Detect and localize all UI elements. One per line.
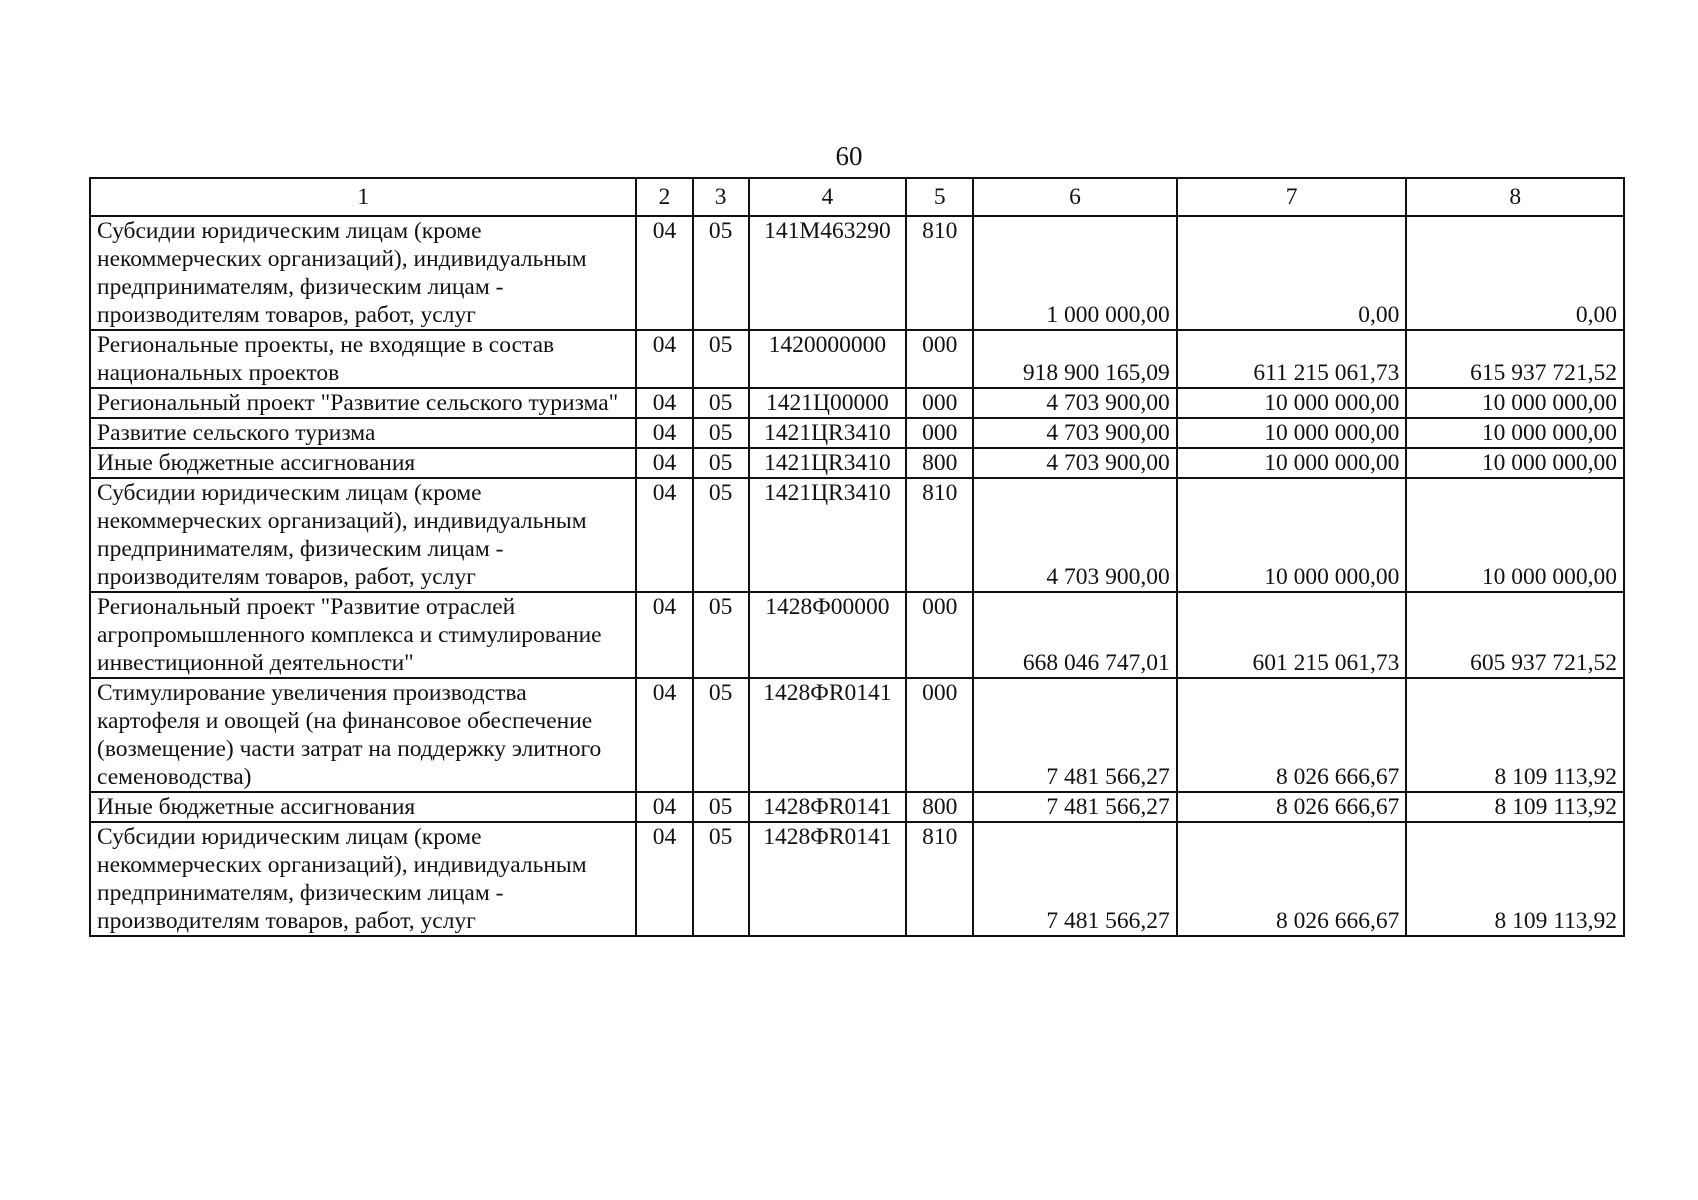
row-name-cell: Региональный проект "Развитие отраслей агропромышленного комплекса и стимулирование инвестиционной деятельности" — [90, 592, 636, 678]
row-code-4-cell: 1420000000 — [749, 330, 906, 388]
row-code-3-cell: 05 — [693, 792, 749, 822]
row-code-4-cell: 141M463290 — [749, 216, 906, 330]
row-code-5-cell: 000 — [906, 418, 973, 448]
row-value-6-cell: 7 481 566,27 — [973, 792, 1177, 822]
row-value-8-cell: 10 000 000,00 — [1406, 478, 1624, 592]
row-name-cell: Субсидии юридическим лицам (кроме некоммерческих организаций), индивидуальным предпринимателям, физическим лицам - производителям товаров, работ, услуг — [90, 822, 636, 936]
row-value-8-cell: 605 937 721,52 — [1406, 592, 1624, 678]
column-header: 4 — [749, 178, 906, 216]
row-code-3-cell: 05 — [693, 592, 749, 678]
column-header: 5 — [906, 178, 973, 216]
row-code-3-cell: 05 — [693, 216, 749, 330]
column-header: 8 — [1406, 178, 1624, 216]
row-code-5-cell: 000 — [906, 678, 973, 792]
row-code-4-cell: 1428ФR0141 — [749, 792, 906, 822]
row-value-8-cell: 10 000 000,00 — [1406, 388, 1624, 418]
row-value-7-cell: 601 215 061,73 — [1177, 592, 1407, 678]
row-value-7-cell: 10 000 000,00 — [1177, 448, 1407, 478]
row-code-5-cell: 810 — [906, 216, 973, 330]
row-code-5-cell: 800 — [906, 448, 973, 478]
table-row — [90, 592, 1624, 678]
row-value-8-cell: 10 000 000,00 — [1406, 418, 1624, 448]
row-code-3-cell: 05 — [693, 330, 749, 388]
row-value-8-cell: 10 000 000,00 — [1406, 448, 1624, 478]
row-code-3-cell: 05 — [693, 448, 749, 478]
row-value-6-cell: 7 481 566,27 — [973, 822, 1177, 936]
table-row — [90, 330, 1624, 388]
column-header: 6 — [973, 178, 1177, 216]
table-row — [90, 822, 1624, 936]
row-code-2-cell: 04 — [636, 418, 692, 448]
row-code-4-cell: 1428Ф00000 — [749, 592, 906, 678]
column-header: 1 — [90, 178, 636, 216]
row-value-6-cell: 4 703 900,00 — [973, 448, 1177, 478]
row-name-cell: Субсидии юридическим лицам (кроме некоммерческих организаций), индивидуальным предпринимателям, физическим лицам - производителям товаров, работ, услуг — [90, 216, 636, 330]
row-code-5-cell: 000 — [906, 388, 973, 418]
row-code-3-cell: 05 — [693, 388, 749, 418]
column-header: 2 — [636, 178, 692, 216]
row-code-5-cell: 000 — [906, 330, 973, 388]
row-value-7-cell: 8 026 666,67 — [1177, 792, 1407, 822]
row-code-2-cell: 04 — [636, 330, 692, 388]
row-value-6-cell: 7 481 566,27 — [973, 678, 1177, 792]
row-value-6-cell: 918 900 165,09 — [973, 330, 1177, 388]
page-number: 60 — [835, 141, 863, 171]
row-value-7-cell: 10 000 000,00 — [1177, 388, 1407, 418]
table-row — [90, 216, 1624, 330]
row-name-cell: Иные бюджетные ассигнования — [90, 792, 636, 822]
table-row — [90, 418, 1624, 448]
row-value-8-cell: 0,00 — [1406, 216, 1624, 330]
table-row — [90, 678, 1624, 792]
table-row — [90, 478, 1624, 592]
row-value-8-cell: 8 109 113,92 — [1406, 822, 1624, 936]
row-name-cell: Региональные проекты, не входящие в состав национальных проектов — [90, 330, 636, 388]
row-code-5-cell: 810 — [906, 822, 973, 936]
row-code-3-cell: 05 — [693, 678, 749, 792]
row-code-2-cell: 04 — [636, 448, 692, 478]
row-code-4-cell: 1421ЦR3410 — [749, 418, 906, 448]
row-code-2-cell: 04 — [636, 678, 692, 792]
row-code-5-cell: 810 — [906, 478, 973, 592]
row-code-2-cell: 04 — [636, 822, 692, 936]
row-code-2-cell: 04 — [636, 388, 692, 418]
row-value-8-cell: 8 109 113,92 — [1406, 678, 1624, 792]
column-header: 7 — [1177, 178, 1407, 216]
row-code-3-cell: 05 — [693, 418, 749, 448]
row-code-4-cell: 1421Ц00000 — [749, 388, 906, 418]
row-code-2-cell: 04 — [636, 478, 692, 592]
row-value-7-cell: 0,00 — [1177, 216, 1407, 330]
table-row — [90, 388, 1624, 418]
header-row — [90, 178, 1624, 216]
row-code-4-cell: 1428ФR0141 — [749, 822, 906, 936]
row-code-2-cell: 04 — [636, 592, 692, 678]
row-value-6-cell: 4 703 900,00 — [973, 478, 1177, 592]
row-name-cell: Стимулирование увеличения производства картофеля и овощей (на финансовое обеспечение (возмещение) части затрат на поддержку элитного семеноводства) — [90, 678, 636, 792]
row-code-5-cell: 800 — [906, 792, 973, 822]
row-code-4-cell: 1421ЦR3410 — [749, 478, 906, 592]
column-header: 3 — [693, 178, 749, 216]
table-row — [90, 448, 1624, 478]
row-value-6-cell: 668 046 747,01 — [973, 592, 1177, 678]
row-value-6-cell: 4 703 900,00 — [973, 388, 1177, 418]
row-value-8-cell: 615 937 721,52 — [1406, 330, 1624, 388]
table-row — [90, 792, 1624, 822]
row-code-4-cell: 1421ЦR3410 — [749, 448, 906, 478]
row-value-7-cell: 8 026 666,67 — [1177, 678, 1407, 792]
row-value-8-cell: 8 109 113,92 — [1406, 792, 1624, 822]
row-code-4-cell: 1428ФR0141 — [749, 678, 906, 792]
row-code-2-cell: 04 — [636, 216, 692, 330]
table-body — [90, 178, 1624, 936]
row-code-5-cell: 000 — [906, 592, 973, 678]
budget-table — [89, 177, 1625, 937]
row-value-6-cell: 1 000 000,00 — [973, 216, 1177, 330]
row-value-7-cell: 8 026 666,67 — [1177, 822, 1407, 936]
row-code-3-cell: 05 — [693, 478, 749, 592]
row-value-7-cell: 10 000 000,00 — [1177, 418, 1407, 448]
row-value-6-cell: 4 703 900,00 — [973, 418, 1177, 448]
row-name-cell: Развитие сельского туризма — [90, 418, 636, 448]
row-value-7-cell: 611 215 061,73 — [1177, 330, 1407, 388]
row-code-2-cell: 04 — [636, 792, 692, 822]
row-name-cell: Иные бюджетные ассигнования — [90, 448, 636, 478]
row-value-7-cell: 10 000 000,00 — [1177, 478, 1407, 592]
row-code-3-cell: 05 — [693, 822, 749, 936]
row-name-cell: Субсидии юридическим лицам (кроме некоммерческих организаций), индивидуальным предпринимателям, физическим лицам - производителям товаров, работ, услуг — [90, 478, 636, 592]
row-name-cell: Региональный проект "Развитие сельского туризма" — [90, 388, 636, 418]
